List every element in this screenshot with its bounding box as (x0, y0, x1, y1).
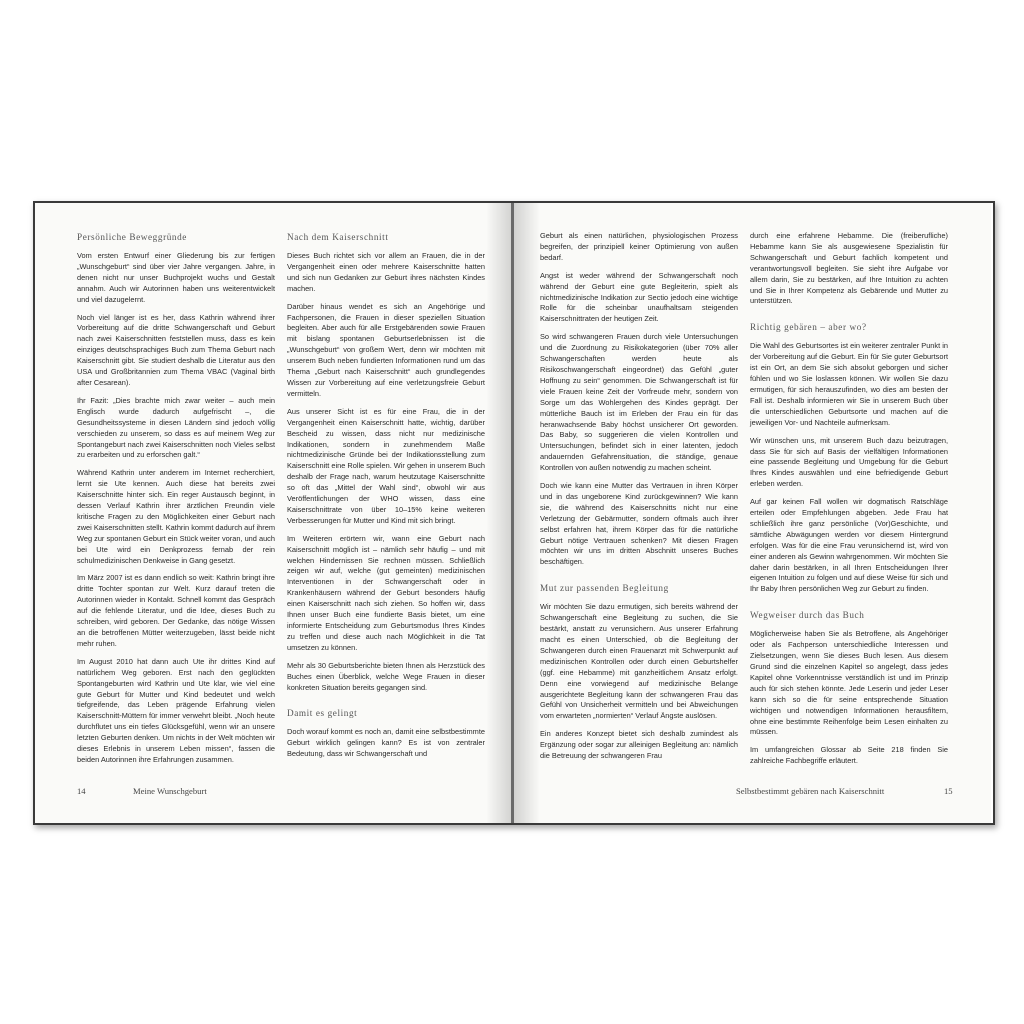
section-heading: Persönliche Beweggründe (77, 232, 187, 242)
paragraph: Darüber hinaus wendet es sich an Angehörige und Fachpersonen, die Frauen in dieser speziellen Situation begleiten. Aber auch für alle Erstgebärenden sowie Frauen mit bislang spontanen Geburtserlebnissen ist die „Wunschgeburt“ von großem Wert, denn wir möchten mit unserem Buch neben fundierten Informationen rund um das Thema „Geburt nach Kaiserschnitt“ auch grundlegendes Wissen zur Vorbereitung auf eine verletzungsfreie Geburt vermitteln. (287, 301, 485, 398)
paragraph: Auf gar keinen Fall wollen wir dogmatisch Ratschläge erteilen oder Empfehlungen abgeben. Jede Frau hat schließlich ihre ganz persönliche (Vor)Geschichte, und sämtliche Abwägungen werden vor diesem Hintergrund erfolgen. Was für die eine Frau verunsichernd ist, wird von einer anderen als Gewinn wahrgenommen. Wir möchten Sie daher darin bestärken, in all Ihren Entscheidungen Ihrer eigenen Intuition zu folgen und auf diese Weise für sich und Ihr Baby Ihren persönlichen Weg zur Geburt zu finden. (750, 497, 948, 594)
paragraph: Wir möchten Sie dazu ermutigen, sich bereits während der Schwangerschaft eine Begleitung zu suchen, die Sie bestärkt, anstatt zu verunsichern. Aus unserer Erfahrung macht es einen Unterschied, ob die Begleitung der Schwangeren durch einen Frauenarzt mit Schwerpunkt auf medizinischen Kontrollen oder durch einen Geburtshelfer (ggf. eine Hebamme) mit ganzheitlichem Ansatz erfolgt. Denn eine vorwiegend auf medizinische Belange ausgerichtete Begleitung kann der schwangeren Frau das Gefühl von Unsicherheit vermitteln und bei Abweichungen vom erwarteten „normierten“ Verlauf Ängste auslösen. (540, 602, 738, 721)
paragraph: Noch viel länger ist es her, dass Kathrin während ihrer Vorbereitung auf die dritte Schwangerschaft und Geburt nach zwei Kaiserschnitten feststellen muss, dass es kein einziges deutschsprachiges Buch zum Thema Geburt nach Kaiserschnitt gibt. Sie studiert deshalb die Literatur aus den USA und Großbritannien zum Thema VBAC (Vaginal birth after Cesarean). (77, 312, 275, 387)
open-book-spread (33, 201, 995, 825)
paragraph: Möglicherweise haben Sie als Betroffene, als Angehöriger oder als Fachperson unterschiedliche Interessen und Zielsetzungen, wenn Sie dieses Buch lesen. Aus diesem Grund sind die einzelnen Kapitel so angelegt, dass jedes Kapitel ohne Vorkenntnisse verständlich ist und im Prinzip auch für sich stehen könnte. Jede Leserin und jeder Leser kann sich so die für seine entsprechende Situation wichtigen und notwendigen Informationen herausfiltern, ohne eine bestimmte Reihenfolge beim Lesen einhalten zu müssen. (750, 629, 948, 737)
paragraph: Doch wie kann eine Mutter das Vertrauen in ihren Körper und in das ungeborene Kind zurückgewinnen? Wie kann sie, die während des Kaiserschnitts nicht nur eine Verletzung der Gebärmutter, sondern oftmals auch ihrer selbst erfahren hat, ihrem Körper das für die natürliche Geburt nötige Vertrauen schenken? Mit diesen Fragen möchten wir uns im dritten Abschnitt unseres Buches beschäftigen. (540, 481, 738, 567)
paragraph: Ein anderes Konzept bietet sich deshalb zumindest als Ergänzung oder sogar zur alleinigen Begleitung an: nämlich die Betreuung der schwangeren Frau (540, 729, 738, 761)
section-heading: Richtig gebären – aber wo? (750, 322, 867, 333)
paragraph: Im umfangreichen Glossar ab Seite 218 finden Sie zahlreiche Fachbegriffe erläutert. (750, 745, 948, 766)
paragraph: Im Weiteren erörtern wir, wann eine Geburt nach Kaiserschnitt möglich ist – nämlich sehr häufig – und mit welchen Hindernissen Sie rechnen müssen. Schließlich zeigen wir auf, welche (gut gemeinten) medizinischen Interventionen in der Schwangerschaft oder in Krankenhäusern während der Geburt besonders häufig einen Kaiserschnitt nach sich ziehen. So hoffen wir, dass Ihnen unser Buch eine fundierte Basis bietet, um eine informierte Entscheidung zum Geburtsmodus Ihres Kindes zu treffen und diese auch nach Möglichkeit in die Tat umsetzen zu können. (287, 533, 485, 652)
page-number: 15 (944, 786, 953, 796)
paragraph: Während Kathrin unter anderem im Internet recherchiert, lernt sie Ute kennen. Auch diese hat bereits zwei Kaiserschnitte hinter sich. Ein reger Austausch beginnt, in dessen Verlauf Kathrin ihrer ärztlichen Freundin viele kritische Fragen zu den Möglichkeiten einer Geburt nach zwei Kaiserschnitten stellt. Kathrin kommt dadurch auf ihrem Weg zur spontanen Geburt ein Stück weiter voran, und auch bei Ute wird ein Denkprozess fernab der rein schulmedizinischen Denkweise in Gang gesetzt. (77, 468, 275, 565)
paragraph: Ihr Fazit: „Dies brachte mich zwar weiter – auch mein Englisch wurde dadurch aufgefrischt –, die Gesundheitssysteme in diesen Ländern sind jedoch völlig verschieden zu unserem, so dass es auf meinem Weg zur Spontangeburt nach zwei Kaiserschnitten noch Vieles selbst zu erarbeiten und zu erforschen galt.“ (77, 395, 275, 460)
paragraph: Doch worauf kommt es noch an, damit eine selbstbestimmte Geburt wirklich gelingen kann? Es ist von zentraler Bedeutung, dass wir Schwangerschaft und (287, 727, 485, 759)
paragraph: Mehr als 30 Geburtsberichte bieten Ihnen als Herzstück des Buches einen Überblick, welche Wege Frauen in dieser konkreten Situation bereits gegangen sind. (287, 660, 485, 692)
right-column-1 (540, 231, 738, 769)
gutter-shadow (486, 203, 512, 823)
paragraph: Im März 2007 ist es dann endlich so weit: Kathrin bringt ihre dritte Tochter spontan zur Welt. Kurz darauf treten die Autorinnen wieder in Kontakt. Schnell kommt das Gespräch auf die fehlende Literatur, und die Idee, dieses Buch zu schreiben, wird geboren. Der Gedanke, das nötige Wissen an die betroffenen Mütter weiterzugeben, lässt beide nicht mehr ruhen. (77, 573, 275, 648)
paragraph: Geburt als einen natürlichen, physiologischen Prozess begreifen, der prinzipiell keiner Optimierung von außen bedarf. (540, 231, 738, 262)
left-column-2 (287, 231, 485, 767)
paragraph: Wir wünschen uns, mit unserem Buch dazu beizutragen, dass Sie für sich auf Basis der vielfältigen Informationen eine passende Begleitung und Umgebung für die Geburt Ihres Kindes auswählen und eine befriedigende Geburt erleben werden. (750, 435, 948, 489)
section-heading: Nach dem Kaiserschnitt (287, 232, 389, 242)
section-heading: Wegweiser durch das Buch (750, 610, 865, 621)
right-page (514, 203, 991, 823)
running-title: Meine Wunschgeburt (133, 786, 207, 796)
gutter-shadow (514, 203, 540, 823)
paragraph: Aus unserer Sicht ist es für eine Frau, die in der Vergangenheit einen Kaiserschnitt hatte, wichtig, darüber Bescheid zu wissen, dass nicht nur medizinische Indikationen, sondern in zunehmendem Maße nichtmedizinische Gründe bei der Indikationsstellung zum Kaiserschnitt eine Rolle spielen. Wir gehen in unserem Buch deshalb der Frage nach, warum heutzutage Kaiserschnitte so oft das „Mittel der Wahl sind“, obwohl wir aus Veröffentlichungen der WHO wissen, dass eine Kaiserschnittrate von über 10–15% keine weiteren Verbesserungen für Mutter und Kind mit sich bringt. (287, 406, 486, 525)
paragraph: durch eine erfahrene Hebamme. Die (freiberufliche) Hebamme kann Sie als ausgewiesene Spezialistin für Schwangerschaft und Geburt fachlich kompetent und verantwortungsvoll begleiten. Sie sieht ihre Aufgabe vor allem darin, Sie zu bestärken, auf Ihre Intuition zu achten und Sie in Ihrer Kompetenz als Gebärende und Mutter zu unterstützen. (750, 231, 948, 306)
left-page (35, 203, 512, 823)
paragraph: So wird schwangeren Frauen durch viele Untersuchungen und die Zuordnung zu Risikokategorien (über 70% aller Schwangerschaften werden heute als Risikoschwangerschaft eingeordnet) das Gefühl „guter Hoffnung zu sein“ genommen. Die Schwangerschaft ist für viele Frauen keine Zeit der Vorfreude mehr, sondern von Sorge um das Wohlergehen des Kindes geprägt. Der mütterliche Bauch ist im Erleben der Frau ein für das heranwachsende Baby höchst unsicherer Ort geworden. Das Baby, so suggerieren die vielen Kontrollen und Untersuchungen, befindet sich in einer latenten, jedoch andauernden Gefahrensituation, die ständige, genaue Kontrollen von außen notwendig zu machen scheint. (540, 332, 738, 473)
section-heading: Mut zur passenden Begleitung (540, 583, 669, 594)
running-title: Selbstbestimmt gebären nach Kaiserschnitt (736, 786, 885, 796)
paragraph: Vom ersten Entwurf einer Gliederung bis zur fertigen „Wunschgeburt“ sind über vier Jahre vergangen. Jahre, in denen nicht nur unser Buchprojekt wuchs und Gestalt annahm. Auch wir Autorinnen haben uns weiterentwickelt und viel dazugelernt. (77, 251, 275, 304)
right-column-2 (750, 231, 948, 774)
left-column-1 (77, 231, 275, 773)
paragraph: Im August 2010 hat dann auch Ute ihr drittes Kind auf natürlichem Weg geboren. Erst nach den geglückten Spontangeburten wird Kathrin und Ute klar, wie viel eine gute Geburt für Mutter und Kind bedeutet und welch tiefgreifende, das Leben prägende Erfahrung vielen Kaiserschnitt-Müttern für immer verwehrt bleibt. „Noch heute durchflutet uns ein tiefes Glücksgefühl, wenn wir an unsere letzten Geburten denken. Um nichts in der Welt möchten wir dieses Erlebnis in unserem Leben missen“, fassen die beiden Autorinnen ihre Erfahrungen zusammen. (77, 656, 275, 764)
paragraph: Die Wahl des Geburtsortes ist ein weiterer zentraler Punkt in der Vorbereitung auf die Geburt. Ein für Sie guter Geburtsort ist ein Ort, an dem Sie sich absolut geborgen und sicher fühlen und wo Sie loslassen können. Wir wollen Sie dazu ermutigen, für sich herauszufinden, wo dies am besten der Fall ist. Deshalb informieren wir Sie in unserem Buch über die unterschiedlichen Geburtsorte und machen auf die jeweiligen Vor- und Nachteile aufmerksam. (750, 341, 948, 427)
section-heading: Damit es gelingt (287, 708, 358, 719)
paragraph: Angst ist weder während der Schwangerschaft noch während der Geburt eine gute Begleiterin, spielt als nichtmedizinische Indikation zur Sectio jedoch eine wichtige Rolle für die scheinbar unaufhaltsam steigenden Kaiserschnittraten der heutigen Zeit. (540, 270, 738, 324)
page-number: 14 (77, 786, 86, 796)
paragraph: Dieses Buch richtet sich vor allem an Frauen, die in der Vergangenheit einen oder mehrere Kaiserschnitte hatten und sich nun Gedanken zur Geburt ihres nächsten Kindes machen. (287, 251, 485, 293)
